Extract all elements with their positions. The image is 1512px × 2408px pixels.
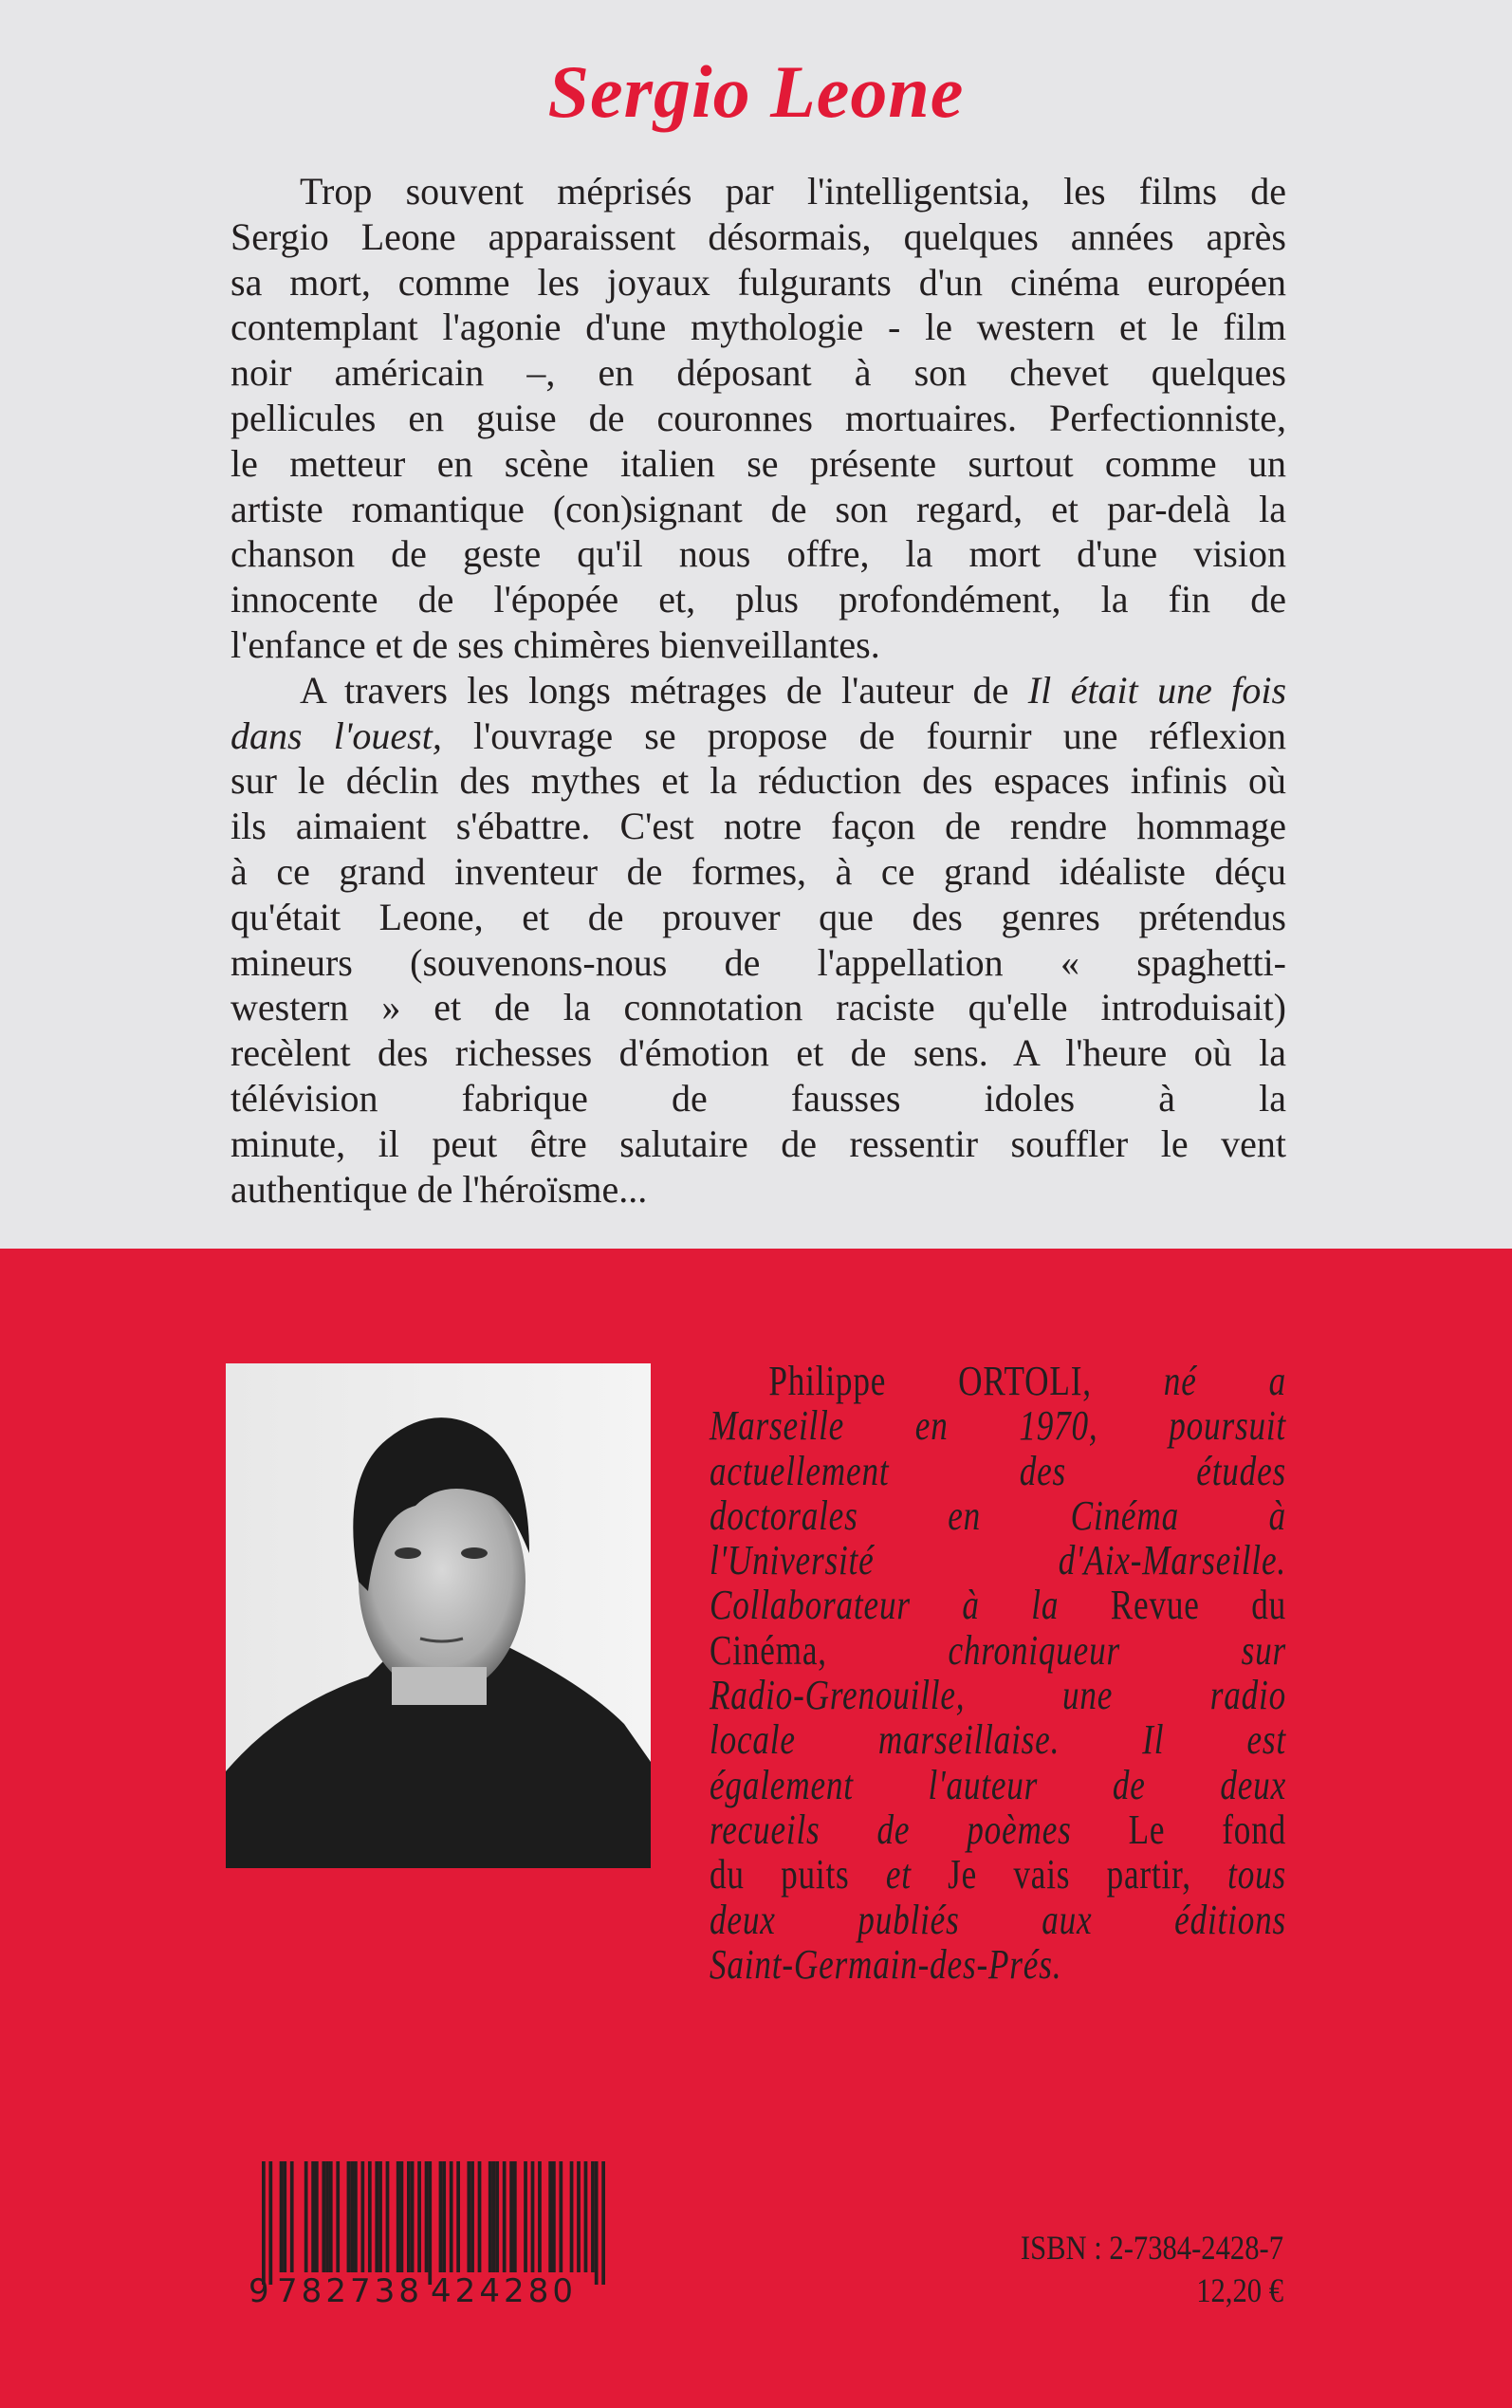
text: le metteur en scène italien se présente surtout comme un (230, 441, 1286, 485)
text-line (230, 350, 1286, 396)
text-line (710, 1493, 1286, 1538)
text: qu'était Leone, et de prouver que des genres prétendus (230, 895, 1286, 938)
barcode-bar (400, 2161, 404, 2272)
text-line (230, 758, 1286, 804)
text-line (230, 1030, 1286, 1076)
barcode-bar (347, 2161, 351, 2272)
text: mineurs (souvenons-nous de l'appellation « spaghetti- (230, 940, 1286, 984)
text: authentique de l'héroïsme... (230, 1167, 648, 1211)
italic-text: tous (1227, 1851, 1286, 1899)
barcode-bars (262, 2161, 605, 2285)
barcode-bar (378, 2161, 382, 2272)
text-line (230, 169, 1286, 214)
text: à ce grand inventeur de formes, à ce grand idéaliste déçu (230, 849, 1286, 893)
barcode-bar (280, 2161, 284, 2272)
italic-text: né a (1163, 1358, 1287, 1404)
text-line (230, 713, 1286, 759)
text-line (710, 1538, 1286, 1583)
text-line (230, 849, 1286, 895)
barcode-bar (350, 2161, 354, 2272)
text-line (230, 622, 1286, 668)
barcode-bar (360, 2161, 364, 2272)
isbn: ISBN : 2-7384-2428-7 (1020, 2229, 1283, 2267)
italic-text: doctorales en Cinéma à (710, 1491, 1286, 1539)
text-line (230, 577, 1286, 622)
italic-text: Il était une fois (1027, 668, 1287, 712)
barcode-bar (417, 2161, 421, 2272)
text-line (710, 1852, 1286, 1897)
barcode-bar (354, 2161, 358, 2272)
barcode-bar (325, 2161, 329, 2272)
barcode-bar (411, 2161, 415, 2272)
text: Je vais partir, (911, 1851, 1228, 1899)
text-line (230, 1121, 1286, 1167)
italic-text: deux publiés aux éditions (710, 1896, 1286, 1943)
italic-text: Radio-Grenouille, une radio (710, 1672, 1286, 1719)
barcode-bar (450, 2161, 453, 2272)
barcode-bar (268, 2161, 272, 2285)
barcode-bar (442, 2161, 446, 2272)
barcode-bar (439, 2161, 443, 2272)
barcode-bar (531, 2161, 535, 2272)
italic-text: Saint-Germain-des-Prés. (710, 1940, 1062, 1988)
text-line (710, 1898, 1286, 1942)
text-line (230, 985, 1286, 1030)
barcode-bar (524, 2161, 527, 2272)
barcode-bar (329, 2161, 333, 2272)
text-line (710, 1359, 1286, 1403)
text: chanson de geste qu'il nous offre, la mort d'une vision (230, 532, 1286, 576)
text-line (230, 531, 1286, 577)
text-line (230, 396, 1286, 441)
text: sur le déclin des mythes et la réduction des espaces infinis où (230, 759, 1286, 803)
barcode-digits-right: 424280 (431, 2272, 573, 2306)
text: Revue du (1059, 1582, 1286, 1629)
text-line (230, 441, 1286, 487)
barcode-bar (456, 2161, 460, 2272)
author-photo (226, 1363, 651, 1868)
barcode-bar (315, 2161, 319, 2272)
barcode-bar (470, 2161, 474, 2272)
text-line (230, 260, 1286, 306)
barcode-bar (425, 2161, 429, 2272)
author-bio (710, 1359, 1286, 1987)
text: recèlent des richesses d'émotion et de sens. A l'heure où la (230, 1031, 1286, 1075)
italic-text: dans l'ouest, (230, 713, 442, 757)
text: l'ouvrage se propose de fournir une réflexion (441, 713, 1286, 757)
barcode-digits-left: 782738 (277, 2272, 419, 2306)
italic-text: locale marseillaise. Il est (710, 1716, 1286, 1764)
barcode-bar (570, 2161, 574, 2272)
text: noir américain –, en déposant à son chevet quelques (230, 351, 1286, 395)
italic-text: Collaborateur à la (710, 1582, 1060, 1629)
text: pellicules en guise de couronnes mortuaires. Perfectionniste, (230, 396, 1286, 439)
text: sa mort, comme les joyaux fulgurants d'un cinéma européen (230, 260, 1286, 304)
text: Le fond (1071, 1806, 1287, 1853)
italic-text: actuellement des études (710, 1447, 1286, 1494)
barcode-bar (495, 2161, 499, 2272)
text: innocente de l'épopée et, plus profondément, la fin de (230, 578, 1286, 621)
barcode-bar (548, 2161, 552, 2272)
barcode-bar (591, 2161, 595, 2272)
text: western » et de la connotation raciste qu'elle introduisait) (230, 986, 1286, 1029)
text-line (230, 1076, 1286, 1121)
text: l'enfance et de ses chimères bienveillantes. (230, 622, 880, 666)
text-line (710, 1449, 1286, 1493)
text-line (710, 1942, 1286, 1987)
price: 12,20 € (1196, 2271, 1283, 2309)
barcode-bar (368, 2161, 372, 2272)
text: télévision fabrique de fausses idoles à la (230, 1076, 1286, 1120)
barcode-bar (538, 2161, 542, 2272)
text: artiste romantique (con)signant de son regard, et par-delà la (230, 487, 1286, 530)
barcode-bar (509, 2161, 513, 2272)
barcode-bar (375, 2161, 378, 2272)
summary-text (230, 169, 1286, 1212)
italic-text: et (885, 1851, 912, 1899)
text-line (710, 1403, 1286, 1448)
text: du puits (710, 1851, 886, 1899)
text-line (710, 1673, 1286, 1717)
barcode-bar (577, 2161, 581, 2272)
text-line (230, 305, 1286, 350)
italic-text: également l'auteur de deux (710, 1761, 1286, 1808)
text-line (230, 668, 1286, 713)
text: Trop souvent méprisés par l'intelligentsia, les films de (300, 170, 1286, 213)
italic-text: chroniqueur sur (948, 1626, 1286, 1674)
text: ils aimaient s'ébattre. C'est notre façon de rendre hommage (230, 805, 1286, 848)
barcode-bar (478, 2161, 482, 2272)
barcode-bar (322, 2161, 325, 2272)
barcode-bar (559, 2161, 562, 2272)
italic-text: recueils de poèmes (710, 1806, 1072, 1853)
barcode-bar (552, 2161, 556, 2272)
barcode-bar (336, 2161, 340, 2272)
text: Sergio Leone apparaissent désormais, quelques années après (230, 214, 1286, 258)
barcode-bar (304, 2161, 308, 2272)
text: Cinéma, (710, 1626, 949, 1674)
text-line (710, 1628, 1286, 1673)
barcode-bar (489, 2161, 492, 2272)
text-line (230, 214, 1286, 260)
barcode-bar (262, 2161, 266, 2285)
barcode-bar (290, 2161, 294, 2272)
text: Philippe ORTOLI, (768, 1358, 1164, 1404)
barcode-bar (584, 2161, 588, 2272)
barcode-bar (601, 2161, 605, 2285)
text-line (230, 1167, 1286, 1213)
text-line (230, 940, 1286, 986)
barcode-bar (513, 2161, 517, 2272)
barcode-bar (386, 2161, 390, 2272)
barcode-bar (283, 2161, 286, 2272)
text-line (710, 1583, 1286, 1627)
text: contemplant l'agonie d'une mythologie - le western et le film (230, 306, 1286, 349)
barcode-bar (396, 2161, 400, 2272)
book-title: Sergio Leone (547, 50, 965, 133)
barcode-bar (311, 2161, 315, 2272)
text-line (710, 1763, 1286, 1807)
barcode-bar (503, 2161, 507, 2272)
text-line (710, 1807, 1286, 1852)
italic-text: Marseille en 1970, poursuit (710, 1402, 1286, 1450)
barcode-bar (428, 2161, 432, 2285)
text: A travers les longs métrages de l'auteur de (300, 668, 1028, 712)
text: minute, il peut être salutaire de ressentir souffler le vent (230, 1121, 1286, 1165)
barcode-bar (467, 2161, 470, 2272)
barcode-digit-first: 9 (249, 2272, 269, 2306)
barcode (249, 2161, 609, 2306)
barcode-bar (407, 2161, 411, 2272)
barcode-bar (595, 2161, 599, 2285)
text-line (230, 804, 1286, 849)
italic-text: l'Université d'Aix-Marseille. (710, 1537, 1286, 1584)
text-line (710, 1717, 1286, 1762)
text-line (230, 895, 1286, 940)
text-line (230, 487, 1286, 532)
barcode-bar (492, 2161, 496, 2272)
